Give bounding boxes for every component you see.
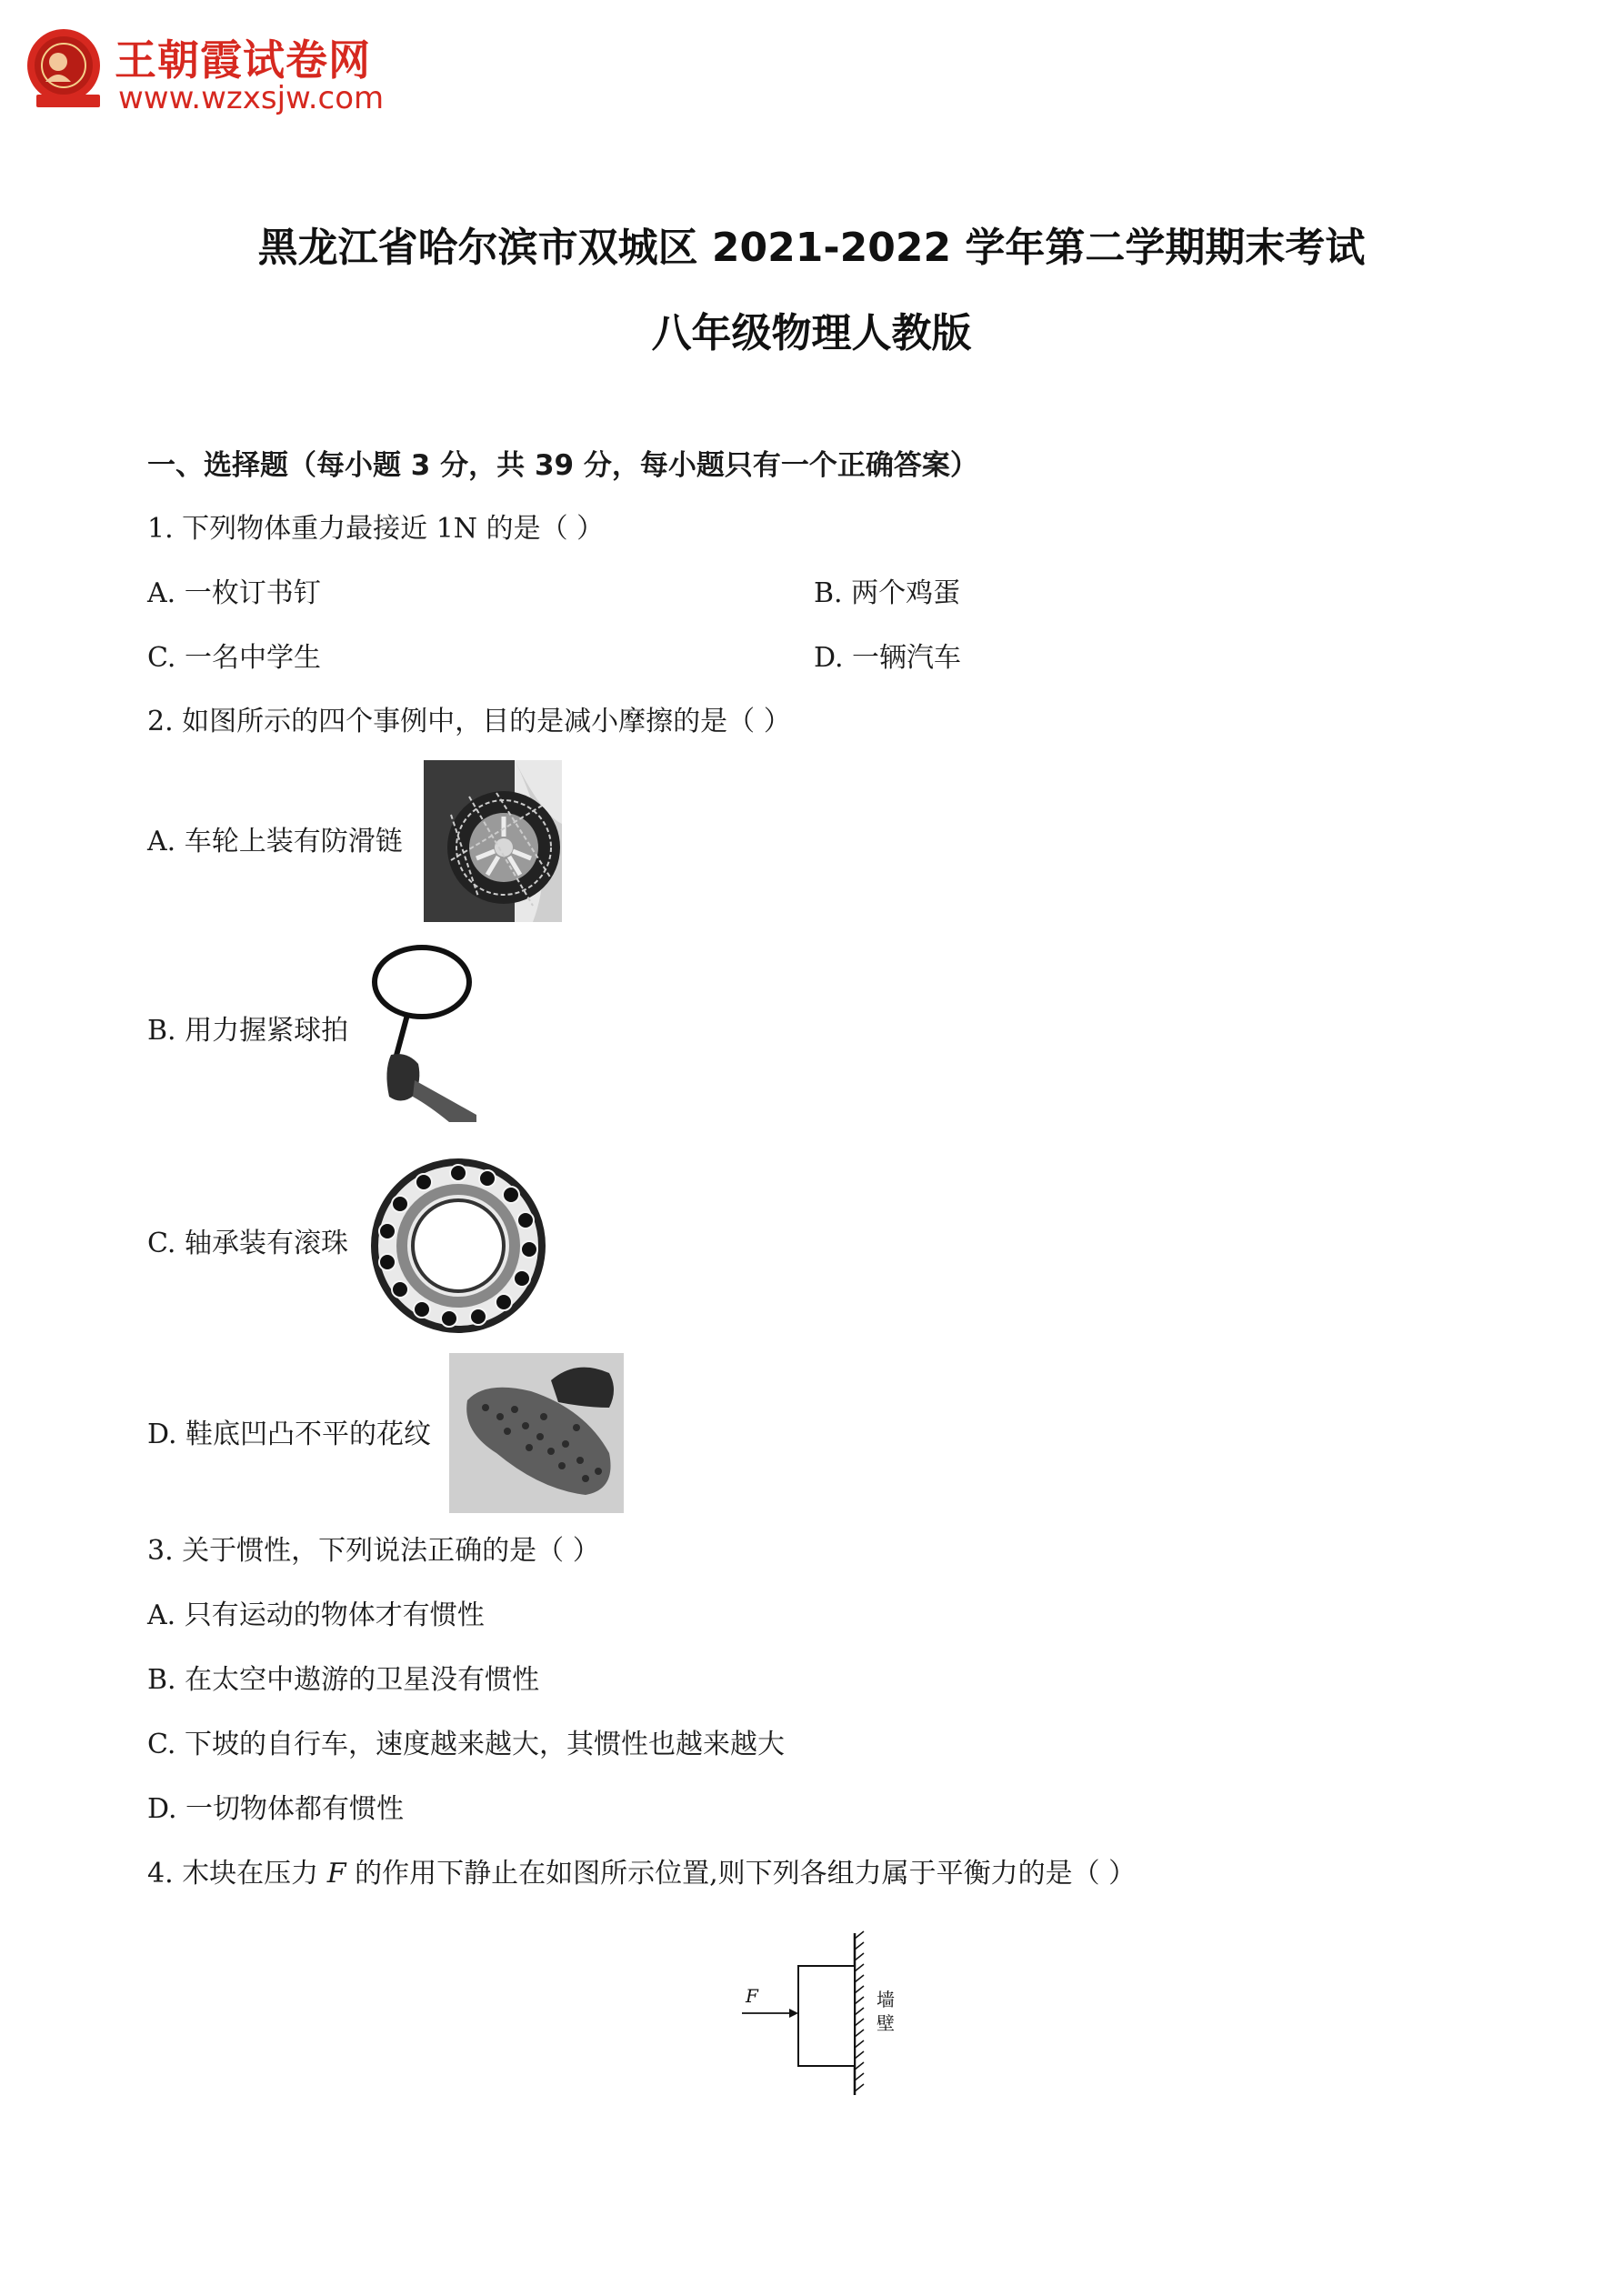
question-1-option-d: D. 一辆汽车 — [814, 642, 962, 674]
question-1-option-c: C. 一名中学生 — [147, 642, 321, 674]
wall-label-2: 壁 — [877, 2012, 895, 2034]
logo-title: 王朝霞试卷网 — [115, 35, 371, 85]
block-wall-diagram — [733, 1928, 915, 2100]
exam-subtitle: 八年级物理人教版 — [651, 310, 972, 356]
force-variable: F — [326, 1858, 346, 1890]
logo-url: www.wzxsjw.com — [118, 80, 385, 116]
question-2-stem: 2. 如图所示的四个事例中，目的是减小摩擦的是（ ） — [147, 706, 791, 737]
question-4-stem-suffix: 的作用下静止在如图所示位置,则下列各组力属于平衡力的是（ ） — [346, 1858, 1137, 1890]
tennis-racket-image — [366, 944, 476, 1122]
question-1-option-a: A. 一枚订书钉 — [147, 577, 321, 609]
ball-bearing-image — [362, 1155, 546, 1337]
question-3-stem: 3. 关于惯性，下列说法正确的是（ ） — [147, 1535, 600, 1567]
exam-title: 黑龙江省哈尔滨市双城区 2021-2022 学年第二学期期末考试 — [257, 225, 1366, 271]
question-2-option-a: A. 车轮上装有防滑链 — [147, 826, 403, 857]
site-logo — [24, 24, 406, 124]
logo-badge-icon — [24, 25, 115, 116]
question-1-option-b: B. 两个鸡蛋 — [814, 577, 961, 609]
question-4-stem-prefix: 4. 木块在压力 — [147, 1858, 327, 1890]
question-1-stem: 1. 下列物体重力最接近 1N 的是（ ） — [147, 513, 605, 545]
section-heading: 一、选择题（每小题 3 分，共 39 分，每小题只有一个正确答案） — [147, 449, 978, 482]
question-3-option-a: A. 只有运动的物体才有惯性 — [147, 1599, 485, 1631]
question-2-option-c: C. 轴承装有滚珠 — [147, 1228, 348, 1259]
question-3-option-c: C. 下坡的自行车，速度越来越大，其惯性也越来越大 — [147, 1729, 785, 1760]
question-3-option-d: D. 一切物体都有惯性 — [147, 1793, 405, 1825]
shoe-sole-image — [449, 1353, 624, 1513]
wall-label-1: 墙 — [877, 1989, 895, 2010]
question-3-option-b: B. 在太空中遨游的卫星没有惯性 — [147, 1664, 540, 1696]
tire-chain-image — [424, 760, 562, 922]
question-4-stem — [147, 1856, 1136, 1892]
force-label: F — [746, 1985, 758, 2007]
question-2-option-d: D. 鞋底凹凸不平的花纹 — [147, 1419, 432, 1450]
question-2-option-b: B. 用力握紧球拍 — [147, 1015, 349, 1047]
